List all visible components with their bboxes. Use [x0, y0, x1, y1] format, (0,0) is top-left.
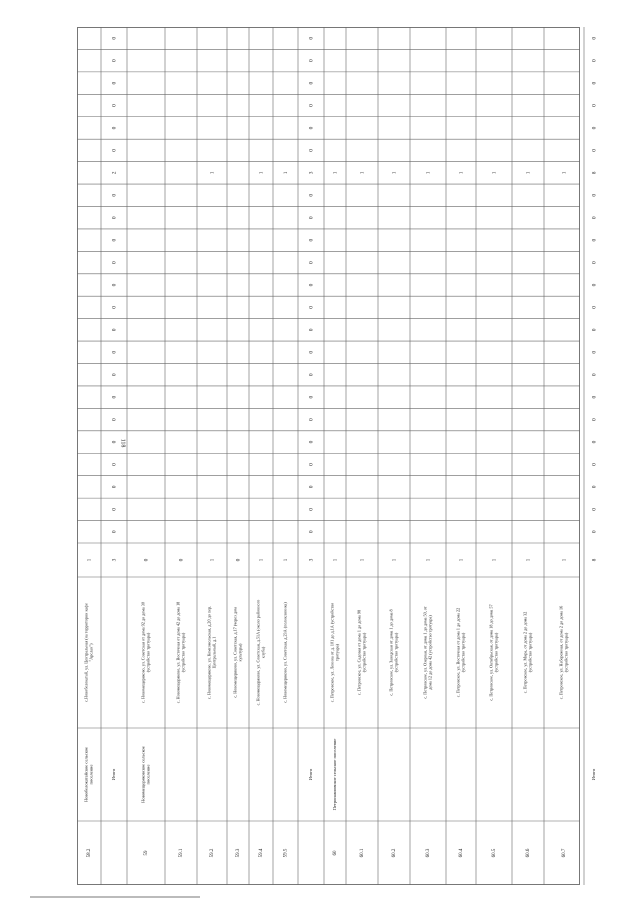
- value-cell: 0: [308, 104, 315, 107]
- value-cell: 1: [491, 171, 498, 175]
- total-cell: 1: [491, 558, 498, 562]
- row-number: 60.7: [562, 848, 568, 858]
- total-cell: 0: [235, 558, 242, 562]
- value-cell: 0: [111, 283, 118, 287]
- row-number: 60: [333, 850, 339, 856]
- value-cell: 0: [591, 149, 598, 152]
- address-cell: с. Петровское, ул. Садовая от дома 1 до дома 98(устройство тротуара): [356, 609, 367, 696]
- total-cell: 1: [258, 558, 265, 562]
- total-cell: 1: [332, 558, 339, 562]
- row-number: 59.3: [236, 848, 242, 858]
- value-cell: 0: [591, 418, 598, 421]
- address-cell: с. Новомещеряково, ул. Комсомольская, д.20 до пер.Центральный, д.1: [206, 605, 217, 700]
- settlement-name: Итого: [591, 768, 597, 781]
- value-cell: 1: [525, 171, 532, 175]
- value-cell: 2: [111, 171, 118, 175]
- value-cell: 0: [308, 283, 315, 287]
- settlement-name: Итого: [111, 768, 117, 781]
- address-cell: с. Петровское, ул. Мира, от дома 2 до дома 32(устройство тротуара): [522, 611, 533, 694]
- total-cell: 1: [209, 558, 216, 562]
- row-number: 60.3: [426, 848, 432, 858]
- value-cell: 0: [591, 395, 598, 399]
- address-cell: с. Петровское, ул. Ленина от д. 101 до д.1А (устройствотротуара): [329, 602, 340, 703]
- row-number: 60.2: [392, 848, 398, 858]
- value-cell: 0: [308, 328, 315, 332]
- value-cell: 0: [111, 485, 118, 489]
- address-cell: с. Петровское, ул. Восточная от дома 1 до дома 22(устройство тротуара): [455, 607, 466, 698]
- value-cell: 0: [591, 216, 598, 220]
- total-cell: 1: [425, 558, 432, 562]
- value-cell: 0: [111, 350, 118, 354]
- address-cell: с. Петровское, ул. Октябрьская, от дома 18 до дома 57(устройство тротуара): [488, 604, 499, 701]
- value-cell: 0: [308, 440, 315, 444]
- total-cell: 1: [561, 558, 568, 562]
- value-cell: 0: [308, 418, 315, 421]
- settlement-name: Новобелокатайское сельскоепоселение: [83, 747, 94, 802]
- value-cell: 0: [308, 350, 315, 354]
- total-cell: 3: [111, 558, 118, 562]
- value-cell: 0: [111, 81, 118, 85]
- value-cell: 0: [111, 507, 118, 511]
- value-cell: 0: [111, 328, 118, 332]
- total-cell: 1: [391, 558, 398, 562]
- value-cell: 0: [591, 59, 598, 63]
- value-cell: 1: [561, 171, 568, 175]
- document-table: [77, 27, 598, 885]
- value-cell: 0: [591, 507, 598, 511]
- value-cell: 0: [591, 81, 598, 85]
- value-cell: 0: [591, 485, 598, 489]
- value-cell: 0: [591, 238, 598, 242]
- value-cell: 0: [308, 59, 315, 63]
- total-cell: 0: [143, 558, 150, 562]
- row-number: 59.2: [210, 848, 216, 858]
- value-cell: 0: [308, 261, 315, 264]
- value-cell: 0: [111, 36, 118, 40]
- total-cell: 1: [86, 558, 93, 562]
- value-cell: 1: [391, 171, 398, 175]
- value-cell: 0: [591, 104, 598, 107]
- settlement-name: Итого: [308, 768, 314, 781]
- value-cell: 1: [359, 171, 366, 175]
- value-cell: 0: [111, 193, 118, 197]
- address-cell: с. Новомещеряково, ул. Советская, д.23А (поликлиника): [282, 602, 288, 703]
- value-cell: 0: [308, 373, 315, 377]
- total-cell: 1: [458, 558, 465, 562]
- total-cell: 1: [282, 558, 289, 562]
- total-cell: 8: [591, 558, 598, 562]
- value-cell: 0: [308, 485, 315, 489]
- value-cell: 0: [111, 306, 118, 309]
- value-cell: 0: [591, 440, 598, 444]
- value-cell: 0: [308, 507, 315, 511]
- value-cell: 0: [111, 418, 118, 421]
- address-cell: с. Новомещеряково, ул. Советская от дома 92 до дома 30(устройство тротуара): [140, 602, 151, 703]
- value-cell: 0: [308, 216, 315, 220]
- value-cell: 0: [111, 238, 118, 242]
- address-cell: с. Петровское, ул. Набережная, от дома 2 до дома 16(устройство тротуара): [558, 605, 569, 700]
- value-cell: 1: [209, 171, 216, 175]
- value-cell: 0: [308, 81, 315, 85]
- row-number: 60.1: [360, 848, 366, 858]
- address-cell: с. Новомещеряково, ул. Советская, д.17 (через домкультуры): [232, 607, 243, 698]
- row-number: 59: [144, 850, 150, 856]
- total-cell: 1: [525, 558, 532, 562]
- value-cell: 0: [591, 350, 598, 354]
- scan-edge-line: [30, 896, 200, 898]
- value-cell: 0: [591, 193, 598, 197]
- value-cell: 0: [111, 149, 118, 152]
- value-cell: 0: [111, 373, 118, 377]
- value-cell: 0: [111, 395, 118, 399]
- value-cell: 0: [111, 216, 118, 220]
- value-cell: 0: [591, 328, 598, 332]
- total-cell: 0: [178, 558, 185, 562]
- row-number: 60.4: [459, 848, 465, 858]
- value-cell: 0: [111, 126, 118, 130]
- value-cell: 0: [308, 193, 315, 197]
- address-cell: с. Петровское, ул. Заводская от дома 1 до дома 8(устройство тротуара): [388, 609, 399, 696]
- value-cell: 0: [308, 238, 315, 242]
- value-cell: 0: [591, 306, 598, 309]
- value-cell: 0: [111, 104, 118, 107]
- value-cell: 0: [308, 126, 315, 130]
- settlement-name: Новомещеряковское сельскоепоселение: [140, 746, 151, 803]
- address-cell: с. Новомещеряково, ул. Советская, д.51А (около районногоклуба): [255, 599, 266, 706]
- value-cell: 1: [282, 171, 289, 175]
- value-cell: 0: [111, 530, 118, 534]
- value-cell: 0: [591, 126, 598, 130]
- address-cell: с.Новобелокатай, ул. Центральная (на территории кафе"Арслан"): [83, 603, 94, 702]
- table-frame: [78, 28, 580, 885]
- page-number: 118: [119, 438, 126, 448]
- value-cell: 0: [111, 261, 118, 264]
- value-cell: 0: [591, 373, 598, 377]
- value-cell: 3: [308, 171, 315, 175]
- row-number: 60.5: [492, 848, 498, 858]
- value-cell: 1: [425, 171, 432, 175]
- total-cell: 1: [359, 558, 366, 562]
- value-cell: 0: [111, 440, 118, 444]
- value-cell: 0: [591, 36, 598, 40]
- value-cell: 0: [308, 395, 315, 399]
- row-number: 58.2: [87, 848, 93, 858]
- value-cell: 0: [591, 283, 598, 287]
- value-cell: 0: [591, 261, 598, 264]
- value-cell: 1: [332, 171, 339, 175]
- value-cell: 0: [308, 530, 315, 534]
- row-number: 60.6: [526, 848, 532, 858]
- value-cell: 0: [308, 149, 315, 152]
- total-cell: 3: [308, 558, 315, 562]
- value-cell: 1: [258, 171, 265, 175]
- value-cell: 0: [111, 463, 118, 466]
- address-cell: с. Новомещеряково, ул. Восточная от дома 42 до дома 18(устройство тротуара): [175, 601, 186, 704]
- value-cell: 0: [308, 306, 315, 309]
- value-cell: 0: [308, 463, 315, 466]
- value-cell: 1: [458, 171, 465, 175]
- settlement-name: Петропавловское сельское поселение: [332, 738, 338, 811]
- value-cell: 8: [591, 171, 598, 175]
- value-cell: 0: [591, 463, 598, 466]
- value-cell: 0: [591, 530, 598, 534]
- row-number: 59.1: [179, 848, 185, 858]
- value-cell: 0: [308, 36, 315, 40]
- value-cell: 0: [111, 59, 118, 63]
- row-number: 59.5: [283, 848, 289, 858]
- row-number: 59.4: [259, 848, 265, 858]
- address-cell: с. Петровское, ул. Озерная, от дома 1 до дома 50, отдома 12 до дома 42 (устройство тротуара): [422, 606, 433, 699]
- table-grid: [77, 27, 598, 885]
